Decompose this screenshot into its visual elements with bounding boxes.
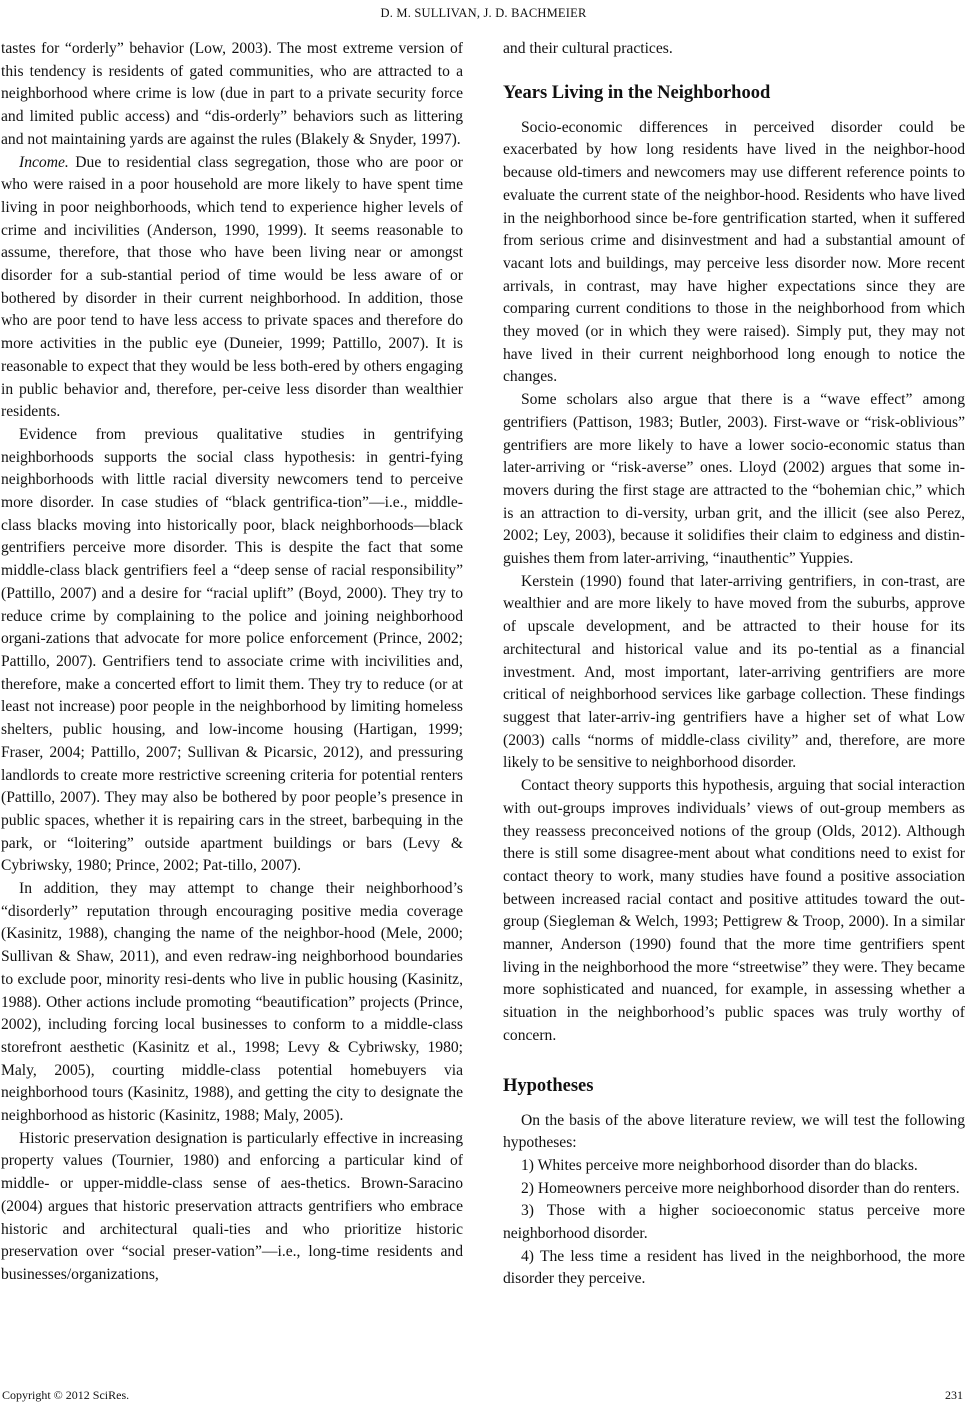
hypothesis-item: 3) Those with a higher socioeconomic status perceive more neighborhood disorder. (503, 1202, 965, 1243)
section-heading-years: Years Living in the Neighborhood (503, 82, 771, 103)
hypothesis-item: 2) Homeowners perceive more neighborhood disorder than do renters. (521, 1179, 960, 1197)
paragraph: Socio-economic differences in perceived disorder could be exacerbated by how long residents have lived in the neighbor-hood because old-timers and newcomers may use different reference points to evaluate the current state of the neighbor-hood. Residents who have lived in the neighborhood since be-fore gentrification started, when it suffered from serious crime and disinvestment and had a substantial amount of vacant lots and buildings, may perceive less disorder now. More recent arrivals, in contrast, may have higher expectations since they are comparing current conditions to those in the neighborhood from which they moved (or in which they were raised). Simply put, they may not have lived in their current neighborhood long enough to notice the changes. (503, 118, 965, 386)
left-column (1, 38, 463, 1287)
paragraph: Kerstein (1990) found that later-arriving gentrifiers, in con-trast, are wealthier and are more likely to have moved from the suburbs, approve of upscale development, and be attracted to their house for its architectural and historical value and its po-tential as a financial investment. And, most important, later-arriving gentrifiers are more critical of neighborhood services like garbage collection. These findings suggest that later-arriv-ing gentrifiers have a higher set of what Low (2003) calls “norms of middle-class civility” and, therefore, are more likely to be sensitive to neighborhood disorder. (503, 572, 965, 772)
paragraph: Evidence from previous qualitative studies in gentrifying neighborhoods supports the social class hypothesis: in gentri-fying neighborhoods with little racial diversity newcomers tend to perceive more disorder. In case studies of “black gentrifica-tion”—i.e., middle-class blacks moving into historically poor, black neighborhoods—black gentrifiers perceive more disorder. This is despite the fact that some middle-class black gentrifiers feel a “deep sense of racial responsibility” (Pattillo, 2007) and a desire for “racial uplift” (Boyd, 2000). They try to reduce crime by complaining to the police and joining neighborhood organi-zations that advocate for more police enforcement (Prince, 2002; Pattillo, 2007). Gentrifiers tend to associate crime with incivilities and, therefore, make a concerted effort to limit them. They try to reduce (or at least not increase) poor people in the neighborhood by limiting homeless shelters, public housing, and low-income housing (Hartigan, 1999; Fraser, 2004; Pattillo, 2007; Sullivan & Picarsic, 2012), and pressuring landlords to create more restrictive screening criteria for potential renters (Pattillo, 2007). They may also be bothered by poor people’s presence in public spaces, whether it is repairing cars in the street, barbequing in the park, or “loitering” outside apartment buildings or bars (Levy & Cybriwsky, 1980; Prince, 2002; Pat-tillo, 2007). (1, 425, 463, 875)
page-number: 231 (945, 1388, 963, 1402)
paragraph: Contact theory supports this hypothesis, arguing that social interaction with out-groups improves individuals’ views of out-group members as they reassess preconceived notions of the group (Olds, 2012). Although there is still some disagree-ment about what conditions need to exist for contact theory to work, many studies have found a positive association between increased racial contact and positive attitudes toward the out-group (Siegleman & Welch, 1993; Pettigrew & Troop, 2000). In a similar manner, Anderson (1990) found that the more time gentrifiers spent living in the neighborhood the more “streetwise” they were. They became more sophisticated and nuanced, for example, in assessing whether a situation in the neighborhood’s public spaces was truly worthy of concern. (503, 777, 965, 1044)
running-head: D. M. SULLIVAN, J. D. BACHMEIER (380, 6, 587, 20)
paragraph: tastes for “orderly” behavior (Low, 2003). The most extreme version of this tendency is residents of gated communities, who are attracted to a neighborhood where crime is low (due in part to a private security force and limited public access) and “dis-orderly” behaviors such as littering and not maintaining yards are against the rules (Blakely & Snyder, 1997). (1, 40, 463, 148)
right-column (503, 38, 965, 1291)
paragraph: In addition, they may attempt to change their neighborhood’s “disorderly” reputation through encouraging positive media coverage (Kasinitz, 1988), changing the name of the neighbor-hood (Mele, 2000; Sullivan & Shaw, 2011), and even redraw-ing neighborhood boundaries to exclude poor, minority resi-dents who live in public housing (Kasinitz, 1988). Other actions include promoting “beautification” projects (Prince, 2002), including forcing local businesses to conform to a middle-class storefront aesthetic (Kasinitz et al., 1998; Levy & Cybriwsky, 1980; Maly, 2005), courting middle-class potential homebuyers via neighborhood tours (Kasinitz, 1988), and getting the city to designate the neighborhood as historic (Kasinitz, 1988; Maly, 2005). (1, 880, 463, 1125)
paragraph: and their cultural practices. (503, 40, 673, 57)
paragraph: Historic preservation designation is particularly effective in increasing property values (Tournier, 1980) and enforcing a particular kind of middle- or upper-middle-class sense of aes-thetics. Brown-Saracino (2004) argues that historic preservation attracts gentrifiers who embrace historic and architectural quali-ties and who prioritize historic preservation over “social preser-vation”—i.e., long-time residents and businesses/organizations, (1, 1129, 463, 1283)
income-label: Income. (19, 153, 69, 171)
paragraph: On the basis of the above literature review, we will test the following hypotheses: (503, 1111, 965, 1152)
paragraph-text: Due to residential class segregation, those who are poor or who were raised in a poor household are more likely to have spent time living in poor neighborhoods, which tend to experience higher levels of crime and incivilities (Anderson, 1990, 1999). It seems reasonable to assume, therefore, that those who have been living near or amongst disorder for a sub-stantial period of time would be less aware of or bothered by disorder in their current neighborhood. In addition, those who are poor tend to have less access to private spaces and therefore do more activities in the public eye (Duneier, 1999; Pattillo, 2007). It is reasonable to expect that they would be less both-ered by others engaging in public behavior and, therefore, per-ceive less disorder than wealthier residents. (1, 153, 463, 421)
copyright-notice: Copyright © 2012 SciRes. (2, 1388, 130, 1402)
paragraph-income (1, 152, 463, 424)
paragraph: Some scholars also argue that there is a “wave effect” among gentrifiers (Pattison, 1983; Butler, 2003). First-wave or “risk-oblivious” gentrifiers are more likely to have a lower socio-economic status than later-arriving or “risk-averse” ones. Lloyd (2002) argues that some in-movers during the first stage are attracted to the “bohemian chic,” which is an attraction to di-versity, urban grit, and the illicit (see also Perez, 2002; Ley, 2003), because it solidifies their claim to edginess and distin-guishes them from later-arriving, “inauthentic” Yuppies. (503, 391, 965, 568)
hypothesis-item: 1) Whites perceive more neighborhood disorder than do blacks. (521, 1156, 918, 1174)
hypothesis-item: 4) The less time a resident has lived in the neighborhood, the more disorder they perceive. (503, 1247, 965, 1288)
section-heading-hypotheses: Hypotheses (503, 1075, 594, 1096)
